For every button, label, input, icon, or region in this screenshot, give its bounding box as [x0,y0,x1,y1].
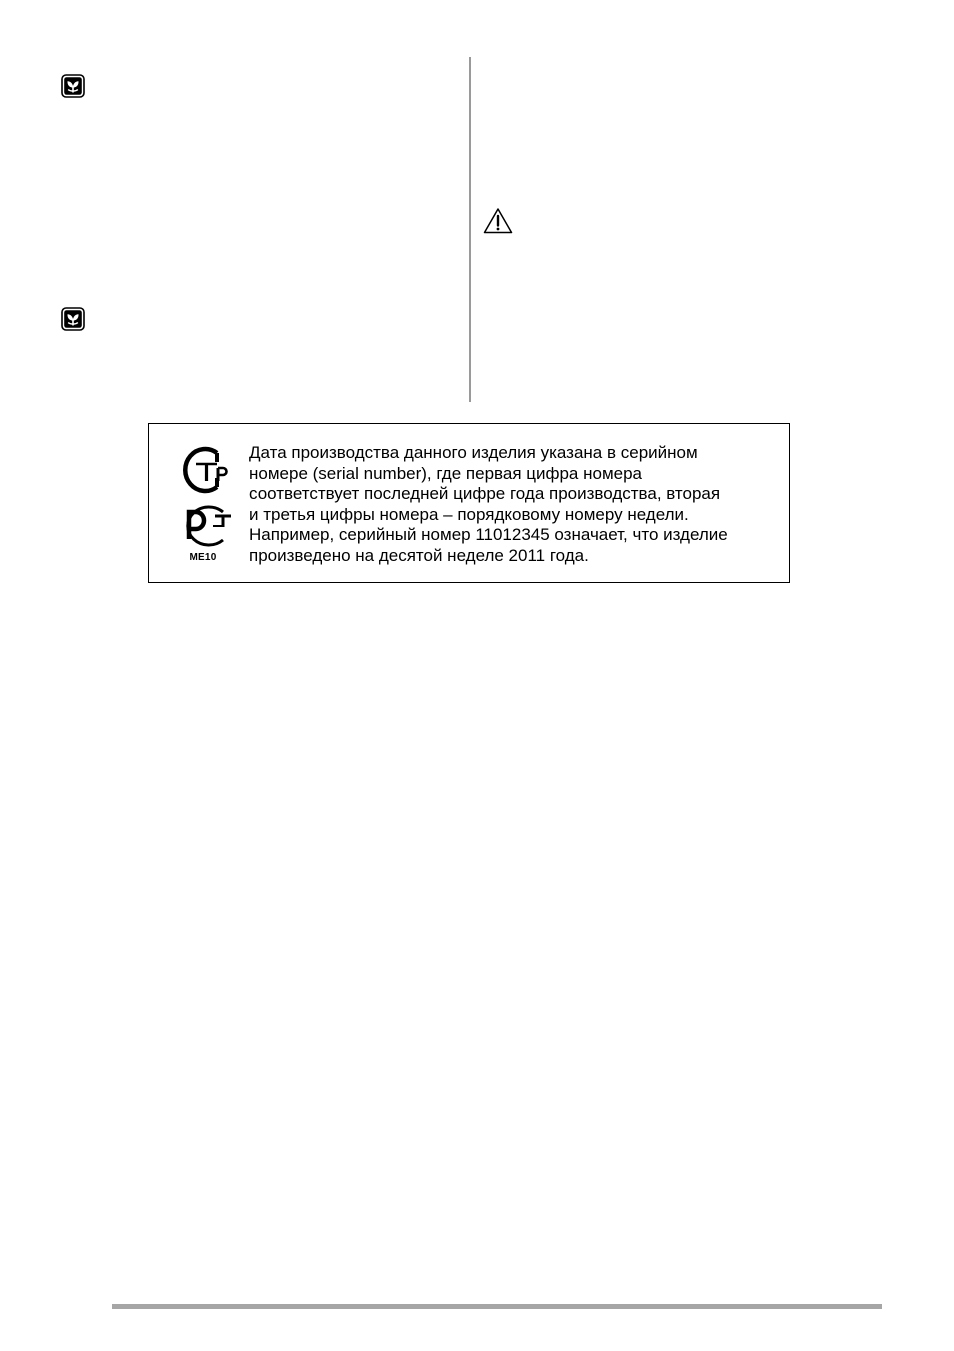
gost-r-pct-mark-icon [173,502,233,548]
gost-tr-mark-icon [173,444,233,496]
certificate-code: ME10 [189,552,217,563]
text-line: произведено на десятой неделе 2011 года. [249,545,589,565]
column-divider [469,57,471,402]
environment-leaf-icon [61,307,85,331]
production-date-explanation [249,443,784,566]
text-line: Дата производства данного изделия указана в серийном [249,443,698,462]
warning-triangle-icon [483,207,513,234]
footer-rule [112,1304,882,1309]
text-line: номере (serial number), где первая цифра номера [249,463,642,483]
certification-info-box [148,423,790,583]
text-line: Например, серийный номер 11012345 означает, что изделие [249,525,728,544]
text-line: и третья цифры номера – порядковому номеру недели. [249,504,689,524]
text-line: соответствует последней цифре года производства, вторая [249,484,721,503]
environment-leaf-icon [61,74,85,98]
